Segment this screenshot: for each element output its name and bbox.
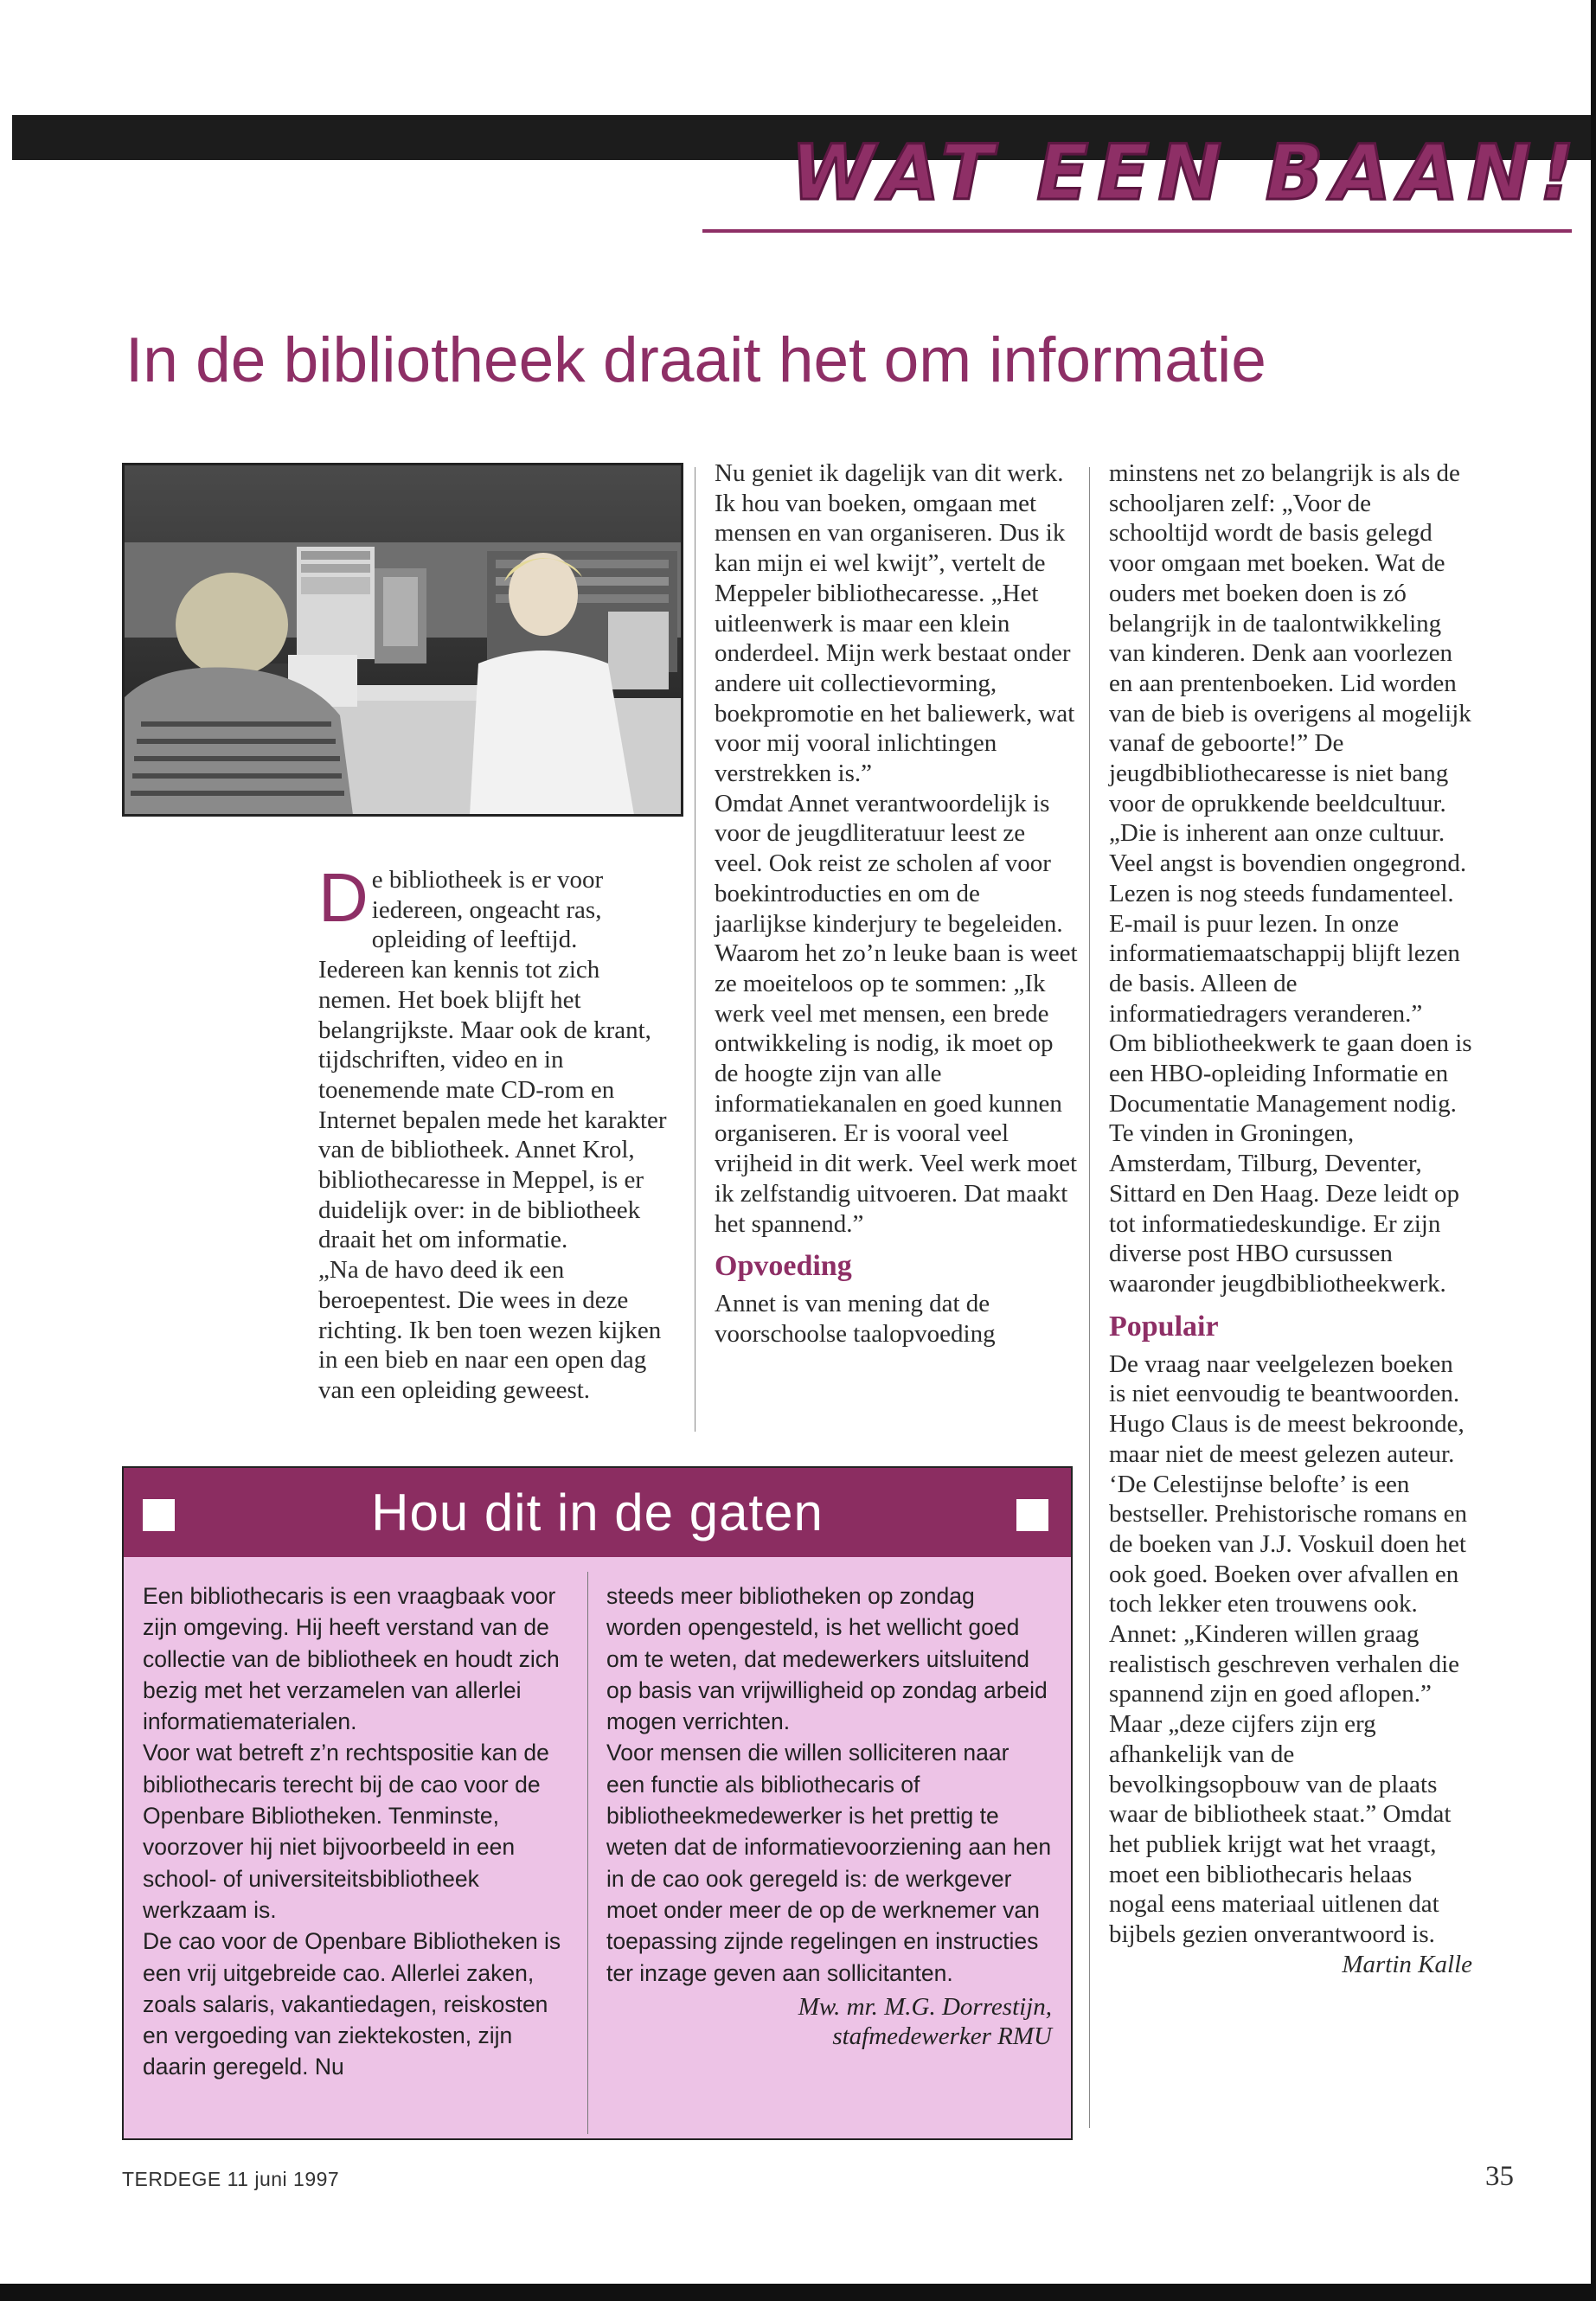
banner-title: WAT EEN BAAN! (791, 128, 1583, 217)
article-intro-text: e bibliotheek is er voor iedereen, ongeacht ras, opleiding of leeftijd. Iedereen kan kennis tot zich nemen. Het boek blijft het belangrijkste. Maar ook de krant, tijdschriften, video en in toenemende mate CD-rom en Internet bepalen mede het karakter van de bibliotheek. Annet Krol, bibliothecaresse in Meppel, is er duidelijk over: in de bibliotheek draait het om informatie. (318, 866, 667, 1254)
bottom-edge-band (0, 2284, 1596, 2301)
article-paragraph: minstens net zo belangrijk is als de schooljaren zelf: „Voor de schooltijd wordt de basis gelegd voor omgaan met boeken. Wat de ouders met boeken doen is zó belangrijk in de taalontwikkeling van kinderen. Denk aan voorlezen en aan prentenboeken. Lid worden van de bieb is overigens al mogelijk vanaf de geboorte!” De jeugdbibliothecaresse is niet bang voor de oprukkende beeldcultuur. „Die is inherent aan onze cultuur. Veel angst is bovendien ongegrond. Lezen is nog steeds fundamenteel. E-mail is puur lezen. In onze informatiemaatschappij blijft lezen de basis. Alleen de informatiedragers veranderen.” (1109, 459, 1471, 1028)
right-edge-band (1591, 0, 1596, 2301)
drop-cap: D (318, 859, 369, 936)
subhead-opvoeding: Opvoeding (715, 1250, 852, 1283)
info-box-title: Hou dit in de gaten (371, 1484, 824, 1541)
info-box-column-2 (606, 1580, 1052, 2051)
info-box-header (124, 1468, 1071, 1557)
article-column-3 (1109, 458, 1472, 1979)
page-number: 35 (1485, 2161, 1514, 2192)
info-box-paragraph: steeds meer bibliotheken op zondag worden opengesteld, is het wellicht goed om te weten, dat medewerkers uitsluitend op basis van vrijwilligheid op zondag arbeid mogen verrichten. (606, 1583, 1048, 1735)
article-intro-paragraph (318, 859, 669, 1255)
info-box (122, 1466, 1073, 2140)
article-paragraph: Annet is van mening dat de voorschoolse taalopvoeding (715, 1290, 996, 1348)
article-paragraph: De vraag naar veelgelezen boeken is niet eenvoudig te beantwoorden. Hugo Claus is de meest bekroonde, maar niet de meest gelezen auteur. ‘De Celestijnse belofte’ is een bestseller. Prehistorische romans en de boeken van J.J. Voskuil doen het ook goed. Boeken over afvallen en toch lekker eten trouwens ook. Annet: „Kinderen willen graag realistisch geschreven verhalen die spannend zijn en goed aflopen.” Maar „deze cijfers zijn erg afhankelijk van de bevolkingsopbouw van de plaats waar de bibliotheek staat.” Omdat het publiek krijgt wat het vraagt, moet een bibliothecaris helaas nogal eens materiaal uitlenen dat bijbels gezien onverantwoord is. (1109, 1349, 1467, 1949)
signature-name: Mw. mr. M.G. Dorrestijn, (798, 1992, 1052, 2021)
square-bullet-icon (1016, 1499, 1048, 1531)
column-rule (1089, 467, 1090, 2128)
info-box-signature (606, 1992, 1052, 2051)
info-box-paragraph: Voor mensen die willen solliciteren naar een functie als bibliothecaris of bibliotheekmedewerker is het prettig te weten dat de informatievoorziening aan hen in de cao ook geregeld is: de werkgever moet onder meer de op de werknemer van toepassing zijnde regelingen en instructies ter inzage geven aan sollicitanten. (606, 1740, 1052, 1986)
article-column-1 (318, 859, 669, 1406)
info-box-paragraph: Een bibliothecaris is een vraagbaak voor zijn omgeving. Hij heeft verstand van de collectie van de bibliotheek en houdt zich bezig met het verzamelen van allerlei informatiematerialen. (143, 1583, 560, 1735)
article-paragraph: „Na de havo deed ik een beroepentest. Die wees in deze richting. Ik ben toen wezen kijken in een bieb en naar een open dag van een opleiding geweest. (318, 1256, 662, 1404)
article-paragraph: Nu geniet ik dagelijk van dit werk. Ik hou van boeken, omgaan met mensen en van organiseren. Dus ik kan mijn ei wel kwijt”, vertelt de Meppeler bibliothecaresse. „Het uitleenwerk is maar een klein onderdeel. Mijn werk bestaat onder andere uit collectievorming, boekpromotie en het baliewerk, wat voor mij vooral inlichtingen verstrekken is.” (715, 459, 1075, 788)
subhead-populair: Populair (1109, 1310, 1219, 1343)
signature-role: stafmedewerker RMU (832, 2022, 1052, 2050)
info-box-paragraph: De cao voor de Openbare Bibliotheken is een vrij uitgebreide cao. Allerlei zaken, zoals salaris, vakantiedagen, reiskosten en vergoeding van ziektekosten, zijn daarin geregeld. Nu (143, 1928, 561, 2080)
article-column-2 (715, 458, 1078, 1349)
info-box-column-1 (143, 1580, 575, 2083)
author-signature: Martin Kalle (1342, 1950, 1472, 1978)
article-paragraph: Omdat Annet verantwoordelijk is voor de jeugdliteratuur leest ze veel. Ook reist ze scholen af voor boekintroducties en om de jaarlijkse kinderjury te begeleiden. Waarom het zo’n leuke baan is weet ze moeiteloos op te sommen: „Ik werk veel met mensen, een brede ontwikkeling is nodig, ik moet op de hoogte zijn van alle informatiekanalen en goed kunnen organiseren. Er is vooral veel vrijheid in dit werk. Veel werk moet ik zelfstandig uitvoeren. Dat maakt het spannend.” (715, 789, 1078, 1238)
info-box-divider (587, 1572, 588, 2134)
footer-publication: TERDEGE 11 juni 1997 (122, 2168, 340, 2190)
headline: In de bibliotheek draait het om informatie (125, 325, 1266, 395)
banner-rule (702, 229, 1572, 233)
article-paragraph: Om bibliotheekwerk te gaan doen is een HBO-opleiding Informatie en Documentatie Management nodig. Te vinden in Groningen, Amsterdam, Tilburg, Deventer, Sittard en Den Haag. Deze leidt op tot informatiedeskundige. Er zijn diverse post HBO cursussen waaronder jeugdbibliotheekwerk. (1109, 1029, 1472, 1298)
info-box-paragraph: Voor wat betreft z’n rechtspositie kan de bibliothecaris terecht bij de cao voor de Openbare Bibliotheken. Tenminste, voorzover hij niet bijvoorbeeld in een school- of universiteitsbibliotheek werkzaam is. (143, 1740, 549, 1923)
photo-illustration (124, 465, 682, 815)
library-desk-photo (122, 463, 683, 817)
